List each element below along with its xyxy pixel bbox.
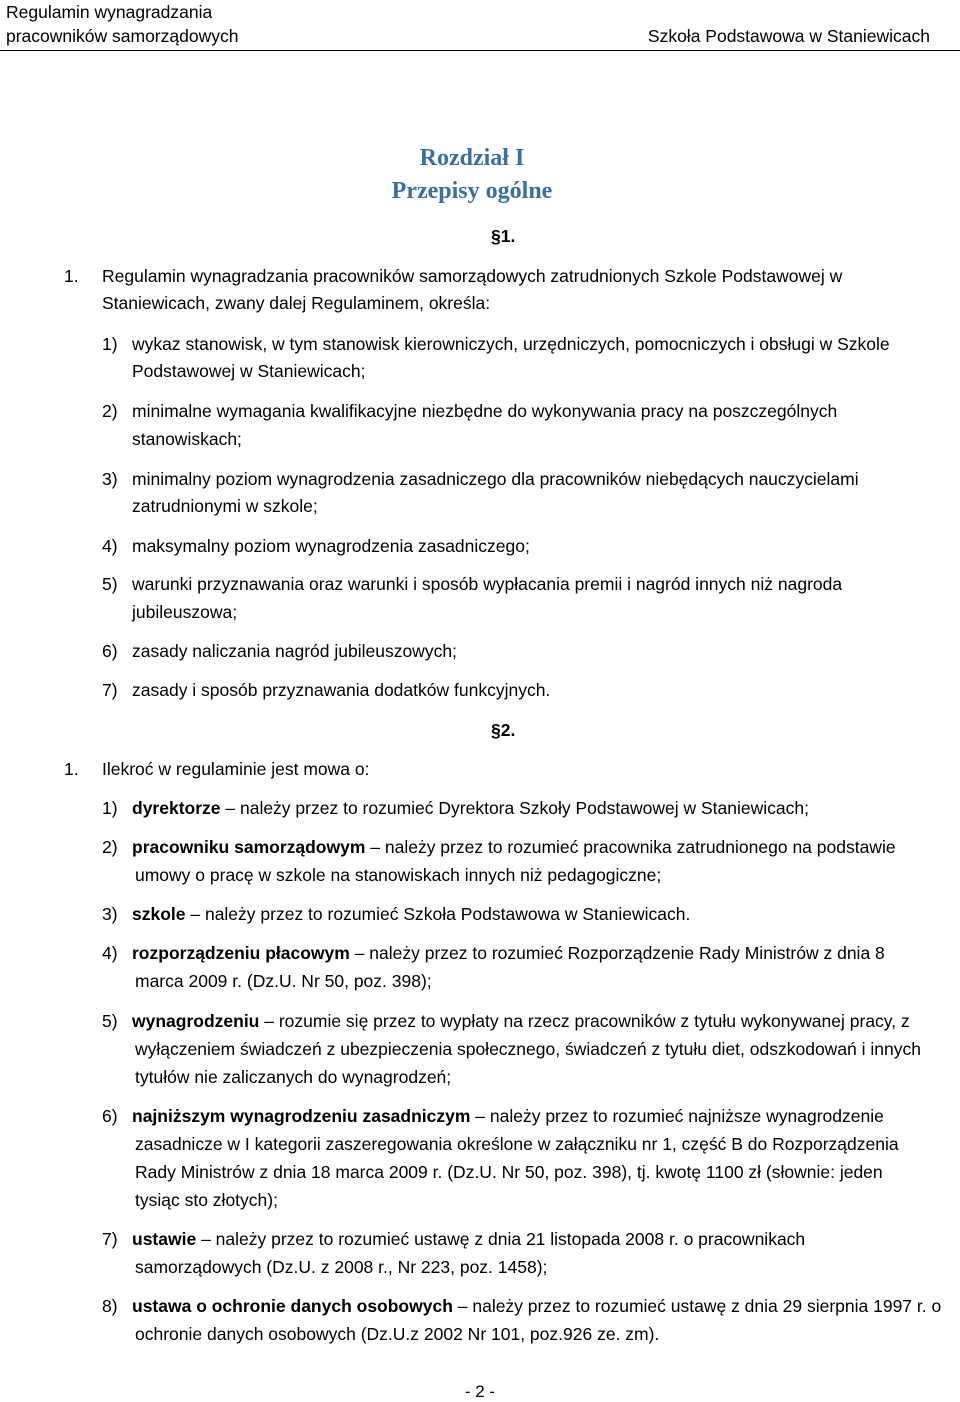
definition-term: ustawa o ochronie danych osobowych bbox=[132, 1296, 453, 1316]
section-1-mark: §1. bbox=[491, 226, 516, 246]
definition-number: 5) bbox=[102, 1011, 118, 1031]
section-1-item-text: zasady naliczania nagród jubileuszowych; bbox=[132, 641, 457, 661]
section-1-item-text: minimalny poziom wynagrodzenia zasadniczego dla pracowników niebędących nauczycielami bbox=[132, 469, 859, 489]
definition-line bbox=[132, 833, 896, 861]
definition-term: dyrektorze bbox=[132, 798, 221, 818]
definition-term: pracowniku samorządowym bbox=[132, 837, 366, 857]
definition-text: – należy przez to rozumieć ustawę z dnia 21 listopada 2008 r. o pracownikach bbox=[196, 1229, 806, 1249]
definition-text: – należy przez to rozumieć pracownika zatrudnionego na podstawie bbox=[365, 837, 896, 857]
section-1-intro-line2: Staniewicach, zwany dalej Regulaminem, określa: bbox=[102, 293, 491, 313]
section-1-item-text: warunki przyznawania oraz warunki i sposób wypłacania premii i nagród innych niż nagroda bbox=[132, 574, 843, 594]
definition-text-cont: tysiąc sto złotych); bbox=[135, 1190, 278, 1210]
section-1-item-number: 1) bbox=[102, 334, 118, 354]
section-1-item-text: zasady i sposób przyznawania dodatków funkcyjnych. bbox=[132, 680, 551, 700]
section-1-item-number: 3) bbox=[102, 469, 118, 489]
definition-text: – należy przez to rozumieć Dyrektora Szkoły Podstawowej w Staniewicach; bbox=[220, 798, 809, 818]
definition-text-cont: Rady Ministrów z dnia 18 marca 2009 r. (Dz.U. Nr 50, poz. 398), tj. kwotę 1100 zł (słownie: jeden bbox=[135, 1162, 883, 1182]
section-2-point-number: 1. bbox=[64, 759, 79, 779]
section-1-intro-line1: Regulamin wynagradzania pracowników samorządowych zatrudnionych Szkole Podstawowej w bbox=[102, 266, 843, 286]
section-2-intro: Ilekroć w regulaminie jest mowa o: bbox=[102, 759, 370, 779]
definition-number: 1) bbox=[102, 798, 118, 818]
section-1-item-text-cont: Podstawowej w Staniewicach; bbox=[132, 361, 366, 381]
definition-text: – należy przez to rozumieć najniższe wynagrodzenie bbox=[470, 1106, 884, 1126]
definition-term: szkole bbox=[132, 904, 186, 924]
section-1-item-text-cont: jubileuszowa; bbox=[132, 602, 238, 622]
definition-text-cont: zasadnicze w I kategorii zaszeregowania określone w załączniku nr 1, część B do Rozporządzenia bbox=[135, 1134, 899, 1154]
definition-line bbox=[132, 1292, 941, 1320]
definition-line bbox=[132, 794, 809, 822]
section-2-mark: §2. bbox=[491, 720, 516, 740]
section-1-item-text: maksymalny poziom wynagrodzenia zasadniczego; bbox=[132, 536, 530, 556]
section-1-item-number: 2) bbox=[102, 401, 118, 421]
section-1-item-number: 7) bbox=[102, 680, 118, 700]
definition-text-cont: umowy o pracę w szkole na stanowiskach innych niż pedagogiczne; bbox=[135, 865, 662, 885]
definition-number: 3) bbox=[102, 904, 118, 924]
header-right: Szkoła Podstawowa w Staniewicach bbox=[647, 26, 930, 46]
section-1-point-number: 1. bbox=[64, 266, 79, 286]
definition-text-cont: wyłączeniem świadczeń z ubezpieczenia społecznego, świadczeń z tytułu diet, odszkodowań i innych bbox=[135, 1039, 921, 1059]
header-left-line1: Regulamin wynagradzania bbox=[6, 2, 213, 22]
definition-text-cont: marca 2009 r. (Dz.U. Nr 50, poz. 398); bbox=[135, 971, 432, 991]
chapter-title: Rozdział I bbox=[419, 145, 525, 171]
header-left-line2: pracowników samorządowych bbox=[6, 26, 239, 46]
section-1-item-number: 6) bbox=[102, 641, 118, 661]
section-1-item-text: minimalne wymagania kwalifikacyjne niezbędne do wykonywania pracy na poszczególnych bbox=[132, 401, 838, 421]
definition-text: – należy przez to rozumieć Rozporządzenie Rady Ministrów z dnia 8 bbox=[349, 943, 885, 963]
definition-line bbox=[132, 1102, 884, 1130]
definition-line bbox=[132, 900, 690, 928]
page-number: - 2 - bbox=[464, 1382, 496, 1401]
definition-term: najniższym wynagrodzeniu zasadniczym bbox=[132, 1106, 471, 1126]
section-1-item-number: 5) bbox=[102, 574, 118, 594]
definition-number: 4) bbox=[102, 943, 118, 963]
definition-line bbox=[132, 1225, 805, 1253]
chapter-subtitle: Przepisy ogólne bbox=[391, 178, 553, 204]
definition-text: – należy przez to rozumieć ustawę z dnia 29 sierpnia 1997 r. o bbox=[452, 1296, 942, 1316]
definition-text-cont: tytułów nie zaliczanych do wynagrodzeń; bbox=[135, 1067, 452, 1087]
definition-text: – rozumie się przez to wypłaty na rzecz pracowników z tytułu wykonywanej pracy, z bbox=[259, 1011, 910, 1031]
section-1-item-text: wykaz stanowisk, w tym stanowisk kierowniczych, urzędniczych, pomocniczych i obsługi w Szkole bbox=[132, 334, 890, 354]
section-1-item-number: 4) bbox=[102, 536, 118, 556]
definition-term: wynagrodzeniu bbox=[132, 1011, 260, 1031]
definition-text-cont: ochronie danych osobowych (Dz.U.z 2002 Nr 101, poz.926 ze. zm). bbox=[135, 1324, 660, 1344]
definition-line bbox=[132, 939, 885, 967]
header-divider bbox=[0, 50, 960, 51]
section-1-item-text-cont: zatrudnionymi w szkole; bbox=[132, 496, 318, 516]
definition-term: ustawie bbox=[132, 1229, 197, 1249]
definition-number: 7) bbox=[102, 1229, 118, 1249]
section-1-item-text-cont: stanowiskach; bbox=[132, 429, 242, 449]
definition-text-cont: samorządowych (Dz.U. z 2008 r., Nr 223, poz. 1458); bbox=[135, 1257, 548, 1277]
definition-number: 6) bbox=[102, 1106, 118, 1126]
definition-number: 2) bbox=[102, 837, 118, 857]
definition-number: 8) bbox=[102, 1296, 118, 1316]
header-left bbox=[6, 0, 238, 48]
definition-line bbox=[132, 1007, 910, 1035]
definition-text: – należy przez to rozumieć Szkoła Podstawowa w Staniewicach. bbox=[185, 904, 691, 924]
definition-term: rozporządzeniu płacowym bbox=[132, 943, 350, 963]
